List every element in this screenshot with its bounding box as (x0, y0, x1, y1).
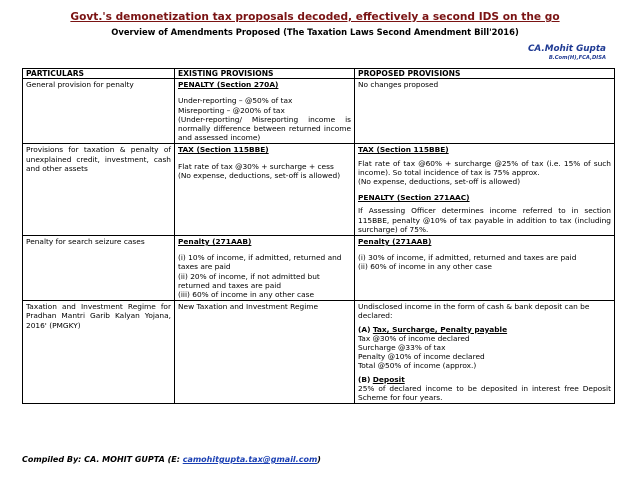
proposed-line: (ii) 60% of income in any other case (358, 262, 492, 272)
footer-credit (22, 455, 321, 464)
table-row (23, 236, 615, 301)
particular-cell: General provision for penalty (23, 79, 175, 144)
section-b-prefix: (B) (358, 374, 371, 384)
document-subtitle: Overview of Amendments Proposed (The Taxation Laws Second Amendment Bill'2016) (111, 27, 519, 37)
particular-cell: Taxation and Investment Regime for Pradhan Mantri Garib Kalyan Yojana, 2016' (PMGKY) (23, 301, 175, 404)
proposed-text-penalty: If Assessing Officer determines income referred to in section 115BBE, penalty @10% of tax payable in addition to tax (including surcharge) of 75%. (358, 206, 611, 234)
author-qualifications: B.Com(H),FCA,DISA (548, 55, 606, 61)
proposed-line: Penalty @10% of income declared (358, 352, 485, 362)
proposed-intro: Undisclosed income in the form of cash & bank deposit can be declared: (358, 302, 590, 321)
proposed-section-a (358, 325, 611, 334)
author-block (528, 44, 606, 61)
proposed-section-b (358, 375, 611, 384)
proposed-heading: Penalty (271AAB) (358, 237, 432, 247)
footer-email-link[interactable]: camohitgupta.tax@gmail.com (182, 455, 318, 464)
existing-line: Misreporting – @200% of tax (178, 105, 285, 115)
table-row (23, 144, 615, 236)
header-particulars: PARTICULARS (23, 69, 175, 79)
proposed-line: Tax @30% of income declared (358, 333, 470, 343)
existing-text: Flat rate of tax @30% + surcharge + cess (178, 161, 334, 171)
section-a-prefix: (A) (358, 324, 371, 334)
existing-line: (i) 10% of income, if admitted, returned and taxes are paid (178, 253, 342, 272)
header-proposed: PROPOSED PROVISIONS (355, 69, 615, 79)
footer-prefix: Compiled By: CA. MOHIT GUPTA (E: (22, 455, 183, 464)
proposed-line: Surcharge @33% of tax (358, 343, 446, 353)
section-b-heading: Deposit (372, 374, 405, 384)
proposed-heading-penalty: PENALTY (Section 271AAC) (358, 193, 470, 203)
proposed-cell (355, 301, 615, 404)
table-row (23, 301, 615, 404)
proposed-line: (i) 30% of income, if admitted, returned and taxes are paid (358, 253, 577, 263)
existing-heading: TAX (Section 115BBE) (178, 145, 269, 155)
author-name: CA.Mohit Gupta (527, 44, 606, 54)
table-header-row (23, 69, 615, 79)
existing-cell (175, 79, 355, 144)
proposed-cell: No changes proposed (355, 79, 615, 144)
existing-cell (175, 144, 355, 236)
proposed-text: Flat rate of tax @60% + surcharge @25% of tax (i.e. 15% of such income). So total incidence of tax is 75% approx. (358, 158, 611, 177)
existing-cell: New Taxation and Investment Regime (175, 301, 355, 404)
existing-cell (175, 236, 355, 301)
header-existing: EXISTING PROVISIONS (175, 69, 355, 79)
existing-line: Under-reporting – @50% of tax (178, 96, 293, 106)
section-a-heading: Tax, Surcharge, Penalty payable (372, 324, 508, 334)
amendments-table (22, 68, 615, 404)
table-row (23, 79, 615, 144)
existing-line: (iii) 60% of income in any other case (178, 290, 314, 300)
particular-cell: Penalty for search seizure cases (23, 236, 175, 301)
proposed-deposit-text: 25% of declared income to be deposited in interest free Deposit Scheme for four years. (358, 383, 611, 403)
proposed-cell (355, 144, 615, 236)
proposed-cell (355, 236, 615, 301)
proposed-line: Total @50% of income (approx.) (358, 361, 477, 371)
document-title: Govt.'s demonetization tax proposals decoded, effectively a second IDS on the go (70, 11, 560, 23)
existing-note: (No expense, deductions, set-off is allowed) (178, 170, 341, 180)
existing-heading: Penalty (271AAB) (178, 237, 252, 247)
particular-cell: Provisions for taxation & penalty of unexplained credit, investment, cash and other assets (23, 144, 175, 236)
proposed-note: (No expense, deductions, set-off is allowed) (358, 177, 521, 187)
footer-suffix: ) (317, 455, 321, 464)
existing-line: (ii) 20% of income, if not admitted but returned and taxes are paid (178, 271, 320, 290)
existing-line: (Under-reporting/ Misreporting income is normally difference between returned income and assessed income) (178, 114, 351, 143)
proposed-heading: TAX (Section 115BBE) (358, 145, 449, 155)
existing-heading: PENALTY (Section 270A) (178, 80, 279, 90)
